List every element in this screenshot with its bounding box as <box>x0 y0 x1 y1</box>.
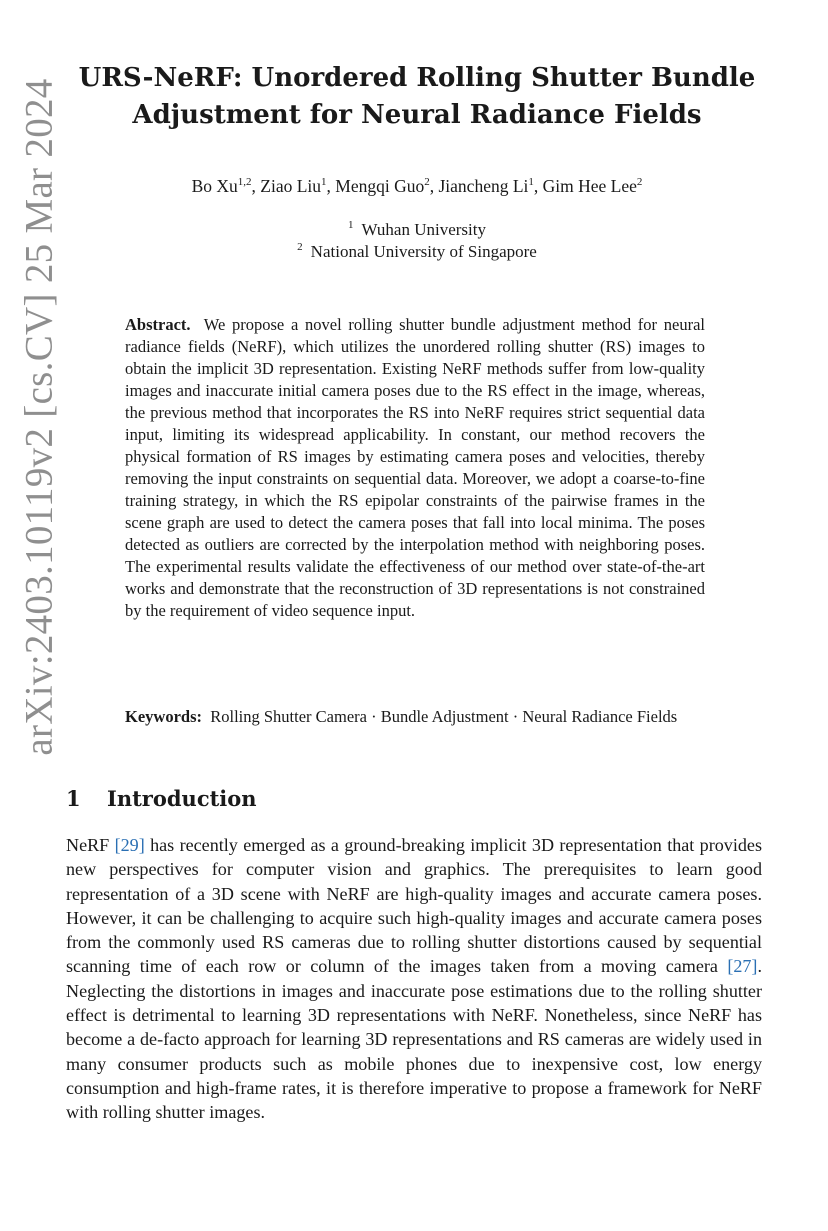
author: Mengqi Guo$^2$, <box>335 176 439 196</box>
affiliations <box>66 219 768 263</box>
intro-paragraph: NeRF [29] has recently emerged as a ground-breaking implicit 3D representation that provides new perspectives for computer vision and graphics. The prerequisites to learn good representation of a 3D scene with NeRF are high-quality images and accurate camera poses. However, it can be challenging to acquire such high-quality images and accurate camera poses from the commonly used RS cameras due to rolling shutter distortions caused by sequential scanning time of each row or column of the images taken from a moving camera [27]. Neglecting the distortions in images and inaccurate pose estimations due to the rolling shutter effect is detrimental to learning 3D representations with NeRF. Nonetheless, since NeRF has become a de-facto approach for learning 3D representations and RS cameras are widely used in many consumer products such as mobile phones due to inexpensive cost, low energy consumption and high-frame rates, it is therefore imperative to propose a framework for NeRF with rolling shutter images. <box>66 835 762 1123</box>
arxiv-identifier-stamp <box>4 62 74 772</box>
section-heading <box>66 786 257 811</box>
citation-link[interactable]: [27] <box>727 956 758 977</box>
title-line-1: URS-NeRF: Unordered Rolling Shutter Bundle <box>78 63 756 93</box>
citation-link[interactable]: [29] <box>114 835 145 855</box>
author: Gim Hee Lee$^2$ <box>542 176 643 196</box>
author: Bo Xu$^{1,2}$, <box>191 176 261 196</box>
title-line-2: Adjustment for Neural Radiance Fields <box>132 100 702 130</box>
affiliation: $^2$ National University of Singapore <box>297 241 537 261</box>
affiliation: $^1$ Wuhan University <box>348 219 486 239</box>
paper-title <box>66 60 768 134</box>
author: Jiancheng Li$^1$, <box>438 176 543 196</box>
section-number: 1 <box>66 786 81 811</box>
keywords-text: Rolling Shutter Camera · Bundle Adjustment · Neural Radiance Fields <box>210 707 678 726</box>
section-title: Introduction <box>107 786 257 811</box>
author-list <box>66 176 768 197</box>
keywords <box>125 706 705 728</box>
keywords-label: Keywords: <box>125 707 202 726</box>
abstract <box>125 314 705 622</box>
abstract-text: We propose a novel rolling shutter bundle adjustment method for neural radiance fields (NeRF), which utilizes the unordered rolling shutter (RS) images to obtain the implicit 3D representation. Existing NeRF methods suffer from low-quality images and inaccurate initial camera poses due to the RS effect in the image, whereas, the previous method that incorporates the RS into NeRF requires strict sequential data input, limiting its widespread applicability. In constant, our method recovers the physical formation of RS images by estimating camera poses and velocities, thereby removing the input constraints on sequential data. Moreover, we adopt a coarse-to-fine training strategy, in which the RS epipolar constraints of the pairwise frames in the scene graph are used to detect the camera poses that fall into local minima. The poses detected as outliers are corrected by the interpolation method with neighboring poses. The experimental results validate the effectiveness of our method over state-of-the-art works and demonstrate that the reconstruction of 3D representations is not constrained by the requirement of video sequence input. <box>125 315 705 620</box>
arxiv-identifier-text: arXiv:2403.10119v2 [cs.CV] 25 Mar 2024 <box>17 78 61 756</box>
author: Ziao Liu$^1$, <box>260 176 336 196</box>
abstract-label: Abstract. <box>125 315 191 334</box>
